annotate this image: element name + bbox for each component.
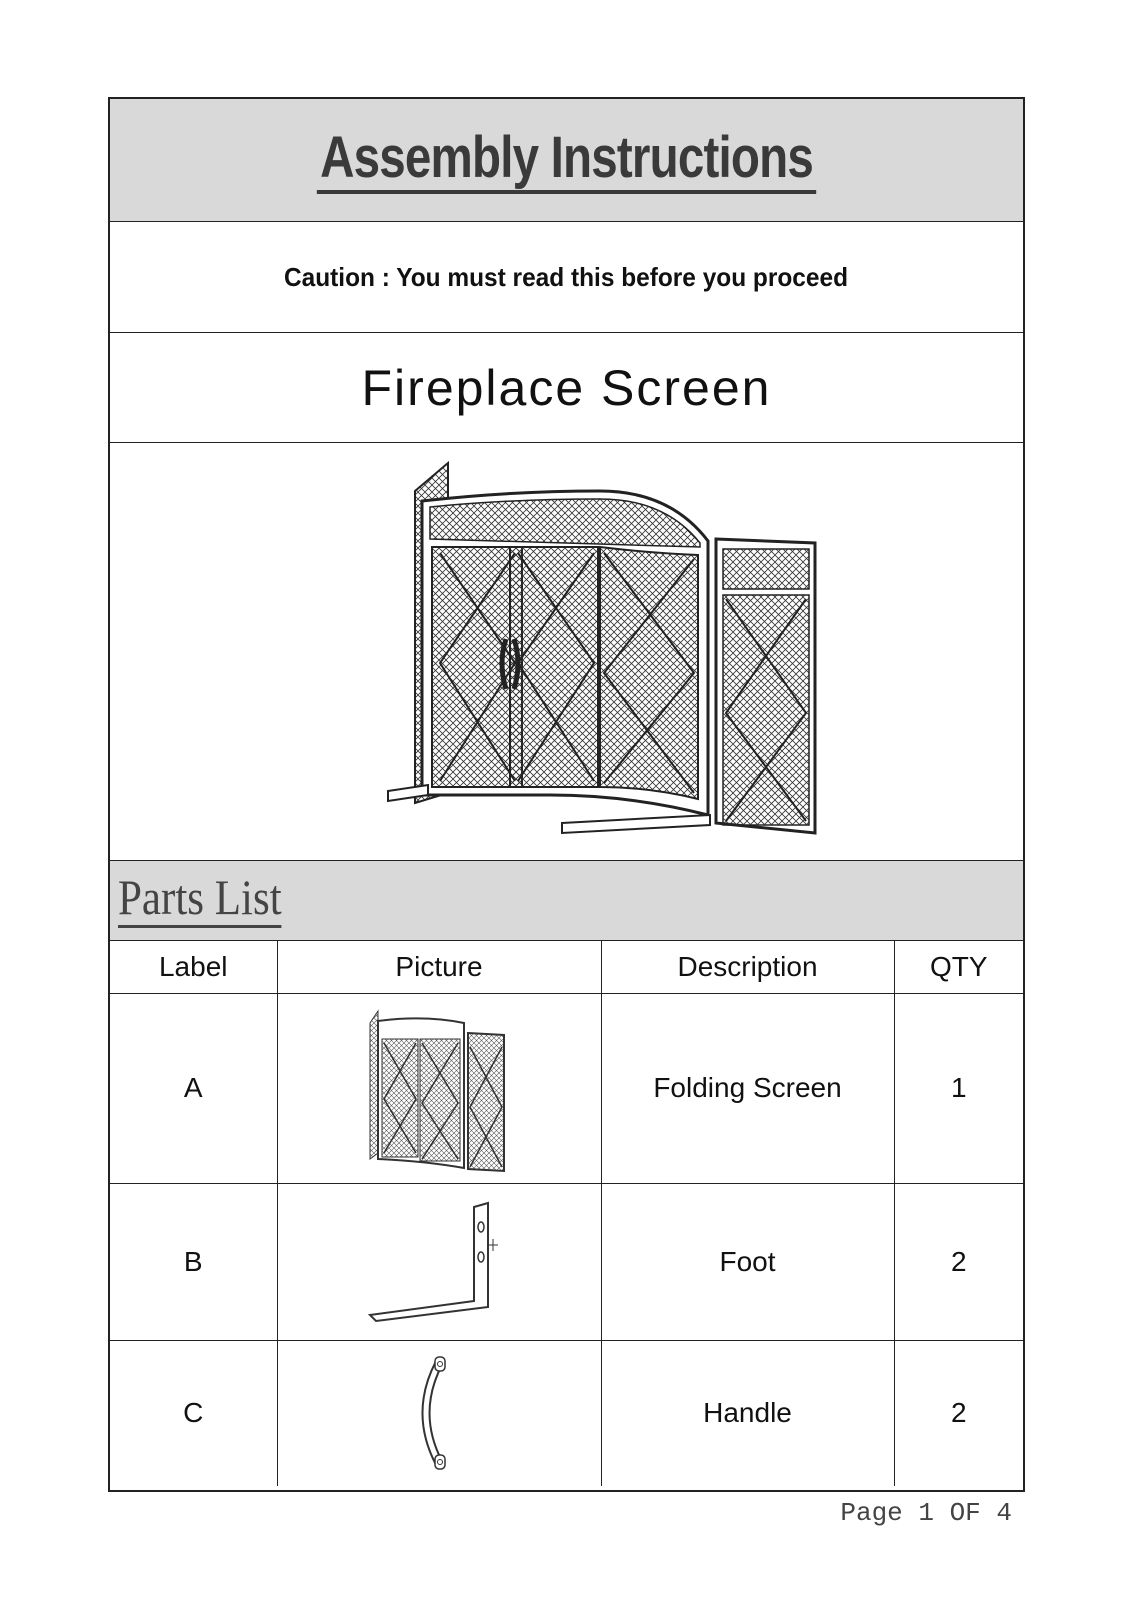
part-qty: 2 [894, 1183, 1023, 1340]
handle-icon [409, 1353, 469, 1473]
part-qty: 2 [894, 1340, 1023, 1486]
caution-row [110, 222, 1023, 333]
table-row [110, 1340, 1023, 1486]
part-picture [277, 1183, 601, 1340]
parts-table-header [110, 941, 1023, 993]
part-label: C [110, 1340, 277, 1486]
product-name: Fireplace Screen [361, 359, 772, 416]
parts-table [110, 941, 1023, 1486]
caution-text: Caution : You must read this before you proceed [284, 261, 849, 292]
part-picture [277, 1340, 601, 1486]
page-number: Page 1 OF 4 [840, 1498, 1012, 1528]
column-header-description: Description [601, 941, 894, 993]
title-banner [110, 99, 1023, 222]
part-label: B [110, 1183, 277, 1340]
column-header-label: Label [110, 941, 277, 993]
table-row [110, 1183, 1023, 1340]
page-title: Assembly Instructions [317, 126, 816, 194]
column-header-qty: QTY [894, 941, 1023, 993]
product-illustration-row [110, 443, 1023, 861]
fireplace-screen-illustration [110, 443, 1023, 859]
parts-list-header [110, 861, 1023, 941]
part-description: Folding Screen [601, 993, 894, 1183]
instruction-sheet [108, 97, 1025, 1492]
product-row [110, 333, 1023, 443]
column-header-picture: Picture [277, 941, 601, 993]
folding-screen-icon [364, 1003, 514, 1173]
part-label: A [110, 993, 277, 1183]
part-description: Foot [601, 1183, 894, 1340]
part-qty: 1 [894, 993, 1023, 1183]
part-description: Handle [601, 1340, 894, 1486]
parts-list-title: Parts List [118, 869, 282, 928]
foot-bracket-icon [364, 1197, 514, 1327]
part-picture [277, 993, 601, 1183]
table-row [110, 993, 1023, 1183]
